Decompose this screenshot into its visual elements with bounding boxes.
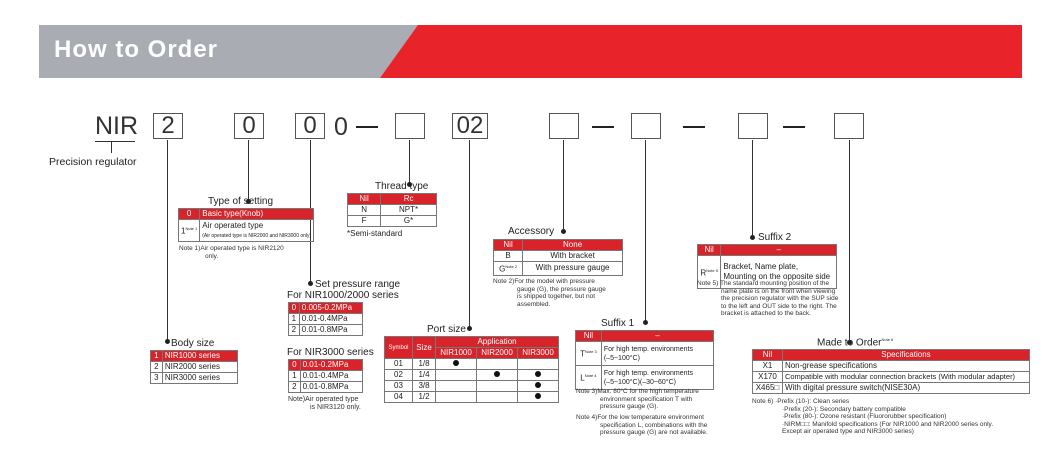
accessory-table: Nil None B With bracket $G^{Note 2}$ With pressure gauge bbox=[493, 239, 623, 276]
thread-box bbox=[395, 113, 425, 139]
leader-dot bbox=[750, 235, 755, 240]
pressure-box: 0 bbox=[295, 113, 325, 139]
type-setting-table: 0 Basic type(Knob) $1^{Note 1}$ Air operated type (Air operated type is NIR2000 and NIR3000 only) bbox=[178, 208, 314, 242]
leader-suffix1 bbox=[645, 140, 646, 322]
pressure-note: Note)Air operated type is NIR3120 only. bbox=[288, 396, 361, 411]
header-accent bbox=[380, 25, 1022, 78]
dash-2 bbox=[592, 126, 614, 128]
leader-dot bbox=[643, 320, 648, 325]
suffix1-box bbox=[631, 113, 661, 139]
leader-accessory bbox=[563, 140, 564, 231]
accessory-note: Note 2)For the model with pressure gauge (G), the pressure gauge is shipped together, but not assembled. bbox=[493, 278, 606, 308]
body-size-box: 2 bbox=[153, 113, 183, 139]
leader-body bbox=[167, 140, 168, 341]
precision-label: Precision regulator bbox=[49, 156, 137, 168]
pressure-table-1: 0 0.005-0.2MPa 1 0.01-0.4MPa 2 0.01-0.8MPa bbox=[288, 302, 363, 336]
type-setting-title: Type of setting bbox=[208, 196, 274, 207]
accessory-box bbox=[549, 113, 579, 139]
port-box: 02 bbox=[452, 113, 488, 139]
model-prefix: NIR bbox=[95, 112, 139, 140]
availability-dot bbox=[535, 382, 541, 388]
pressure-subtitle-2: For NIR3000 series bbox=[287, 347, 374, 358]
page-title: How to Order bbox=[54, 36, 219, 63]
made-to-order-title: Made to Order$^{Note 6}$ bbox=[817, 337, 894, 349]
leader-dot bbox=[467, 326, 472, 331]
thread-footnote: *Semi-standard bbox=[347, 229, 403, 238]
leader-type bbox=[248, 140, 249, 202]
leader-port bbox=[469, 140, 470, 328]
suffix1-table: Nil – $T^{Note 3}$ For high temp. environments (–5~100°C) $L^{Note 4}$ For high temp. environments (–5~100°C)(–30~60°C) bbox=[575, 330, 714, 390]
suffix1-note-4: Note 4)For the low temperature environment specification L, combinations with the pressure gauge (G) are not available. bbox=[576, 414, 708, 436]
pressure-title: Set pressure range bbox=[315, 279, 401, 290]
suffix1-note-3: Note 3)Max. 80°C for the high temperature environment specification T with pressure gauge (G). bbox=[576, 388, 699, 410]
availability-dot bbox=[494, 371, 500, 377]
suffix1-title: Suffix 1 bbox=[601, 318, 635, 329]
dash-4 bbox=[783, 126, 805, 128]
accessory-title: Accessory bbox=[508, 226, 555, 237]
suffix2-note: Note 5) The standard mounting position of the name plate is on the front when viewing the precision regulator with the SUP side to the left and OUT side to the right. The bracket is attached to the back. bbox=[697, 280, 839, 317]
availability-dot bbox=[453, 360, 459, 366]
prefix-underline bbox=[95, 141, 135, 142]
leader-made bbox=[849, 140, 850, 343]
dash-1 bbox=[356, 126, 378, 128]
prefix-leader bbox=[111, 141, 112, 153]
body-size-title: Body size bbox=[171, 338, 215, 349]
leader-suffix2 bbox=[752, 140, 753, 238]
pressure-subtitle-1: For NIR1000/2000 series bbox=[287, 290, 399, 301]
leader-dot bbox=[561, 229, 566, 234]
made-to-order-note: Note 6) ·Prefix (10-): Clean series ·Prefix (20-): Secondary battery compatible ·Prefix (80-): Ozone resistant (Fluororubber specification) ·NIRM□□: Manifold specifications (For NIR1000 and NIR2000 series only. Except air operated type and NIR3000 series) bbox=[752, 398, 994, 435]
dash-3 bbox=[683, 126, 705, 128]
made-to-order-box bbox=[834, 113, 864, 139]
pressure-table-2: 0 0.01-0.2MPa 1 0.01-0.4MPa 2 0.01-0.8MPa bbox=[288, 359, 363, 393]
made-to-order-table: Nil Specifications X1 Non-grease specifications X170 Compatible with modular connection brackets (With modular adapter) X465□ With digital pressure switch(NISE30A) bbox=[752, 349, 1030, 394]
suffix2-title: Suffix 2 bbox=[758, 232, 792, 243]
fixed-zero: 0 bbox=[334, 113, 348, 141]
suffix2-box bbox=[738, 113, 768, 139]
body-size-table: 1 NIR1000 series 2 NIR2000 series 3 NIR3000 series bbox=[150, 350, 238, 384]
port-table: Symbol Size Application NIR1000 NIR2000 NIR3000 01 1/8 02 1/4 03 3/8 04 1/2 bbox=[384, 336, 559, 403]
availability-dot bbox=[535, 371, 541, 377]
thread-table: Nil Rc N NPT* F G* bbox=[347, 193, 437, 227]
type-setting-note: Note 1)Air operated type is NIR2120 only. bbox=[179, 245, 284, 260]
thread-title: Thread type bbox=[375, 181, 429, 192]
type-box: 0 bbox=[234, 113, 264, 139]
port-title: Port size bbox=[427, 324, 466, 335]
availability-dot bbox=[535, 393, 541, 399]
suffix2-table: Nil – $R^{Note 5}$ Bracket, Name plate, Mounting on the opposite side bbox=[697, 244, 837, 289]
leader-dot bbox=[165, 339, 170, 344]
leader-thread bbox=[409, 140, 410, 184]
leader-dot bbox=[308, 281, 313, 286]
